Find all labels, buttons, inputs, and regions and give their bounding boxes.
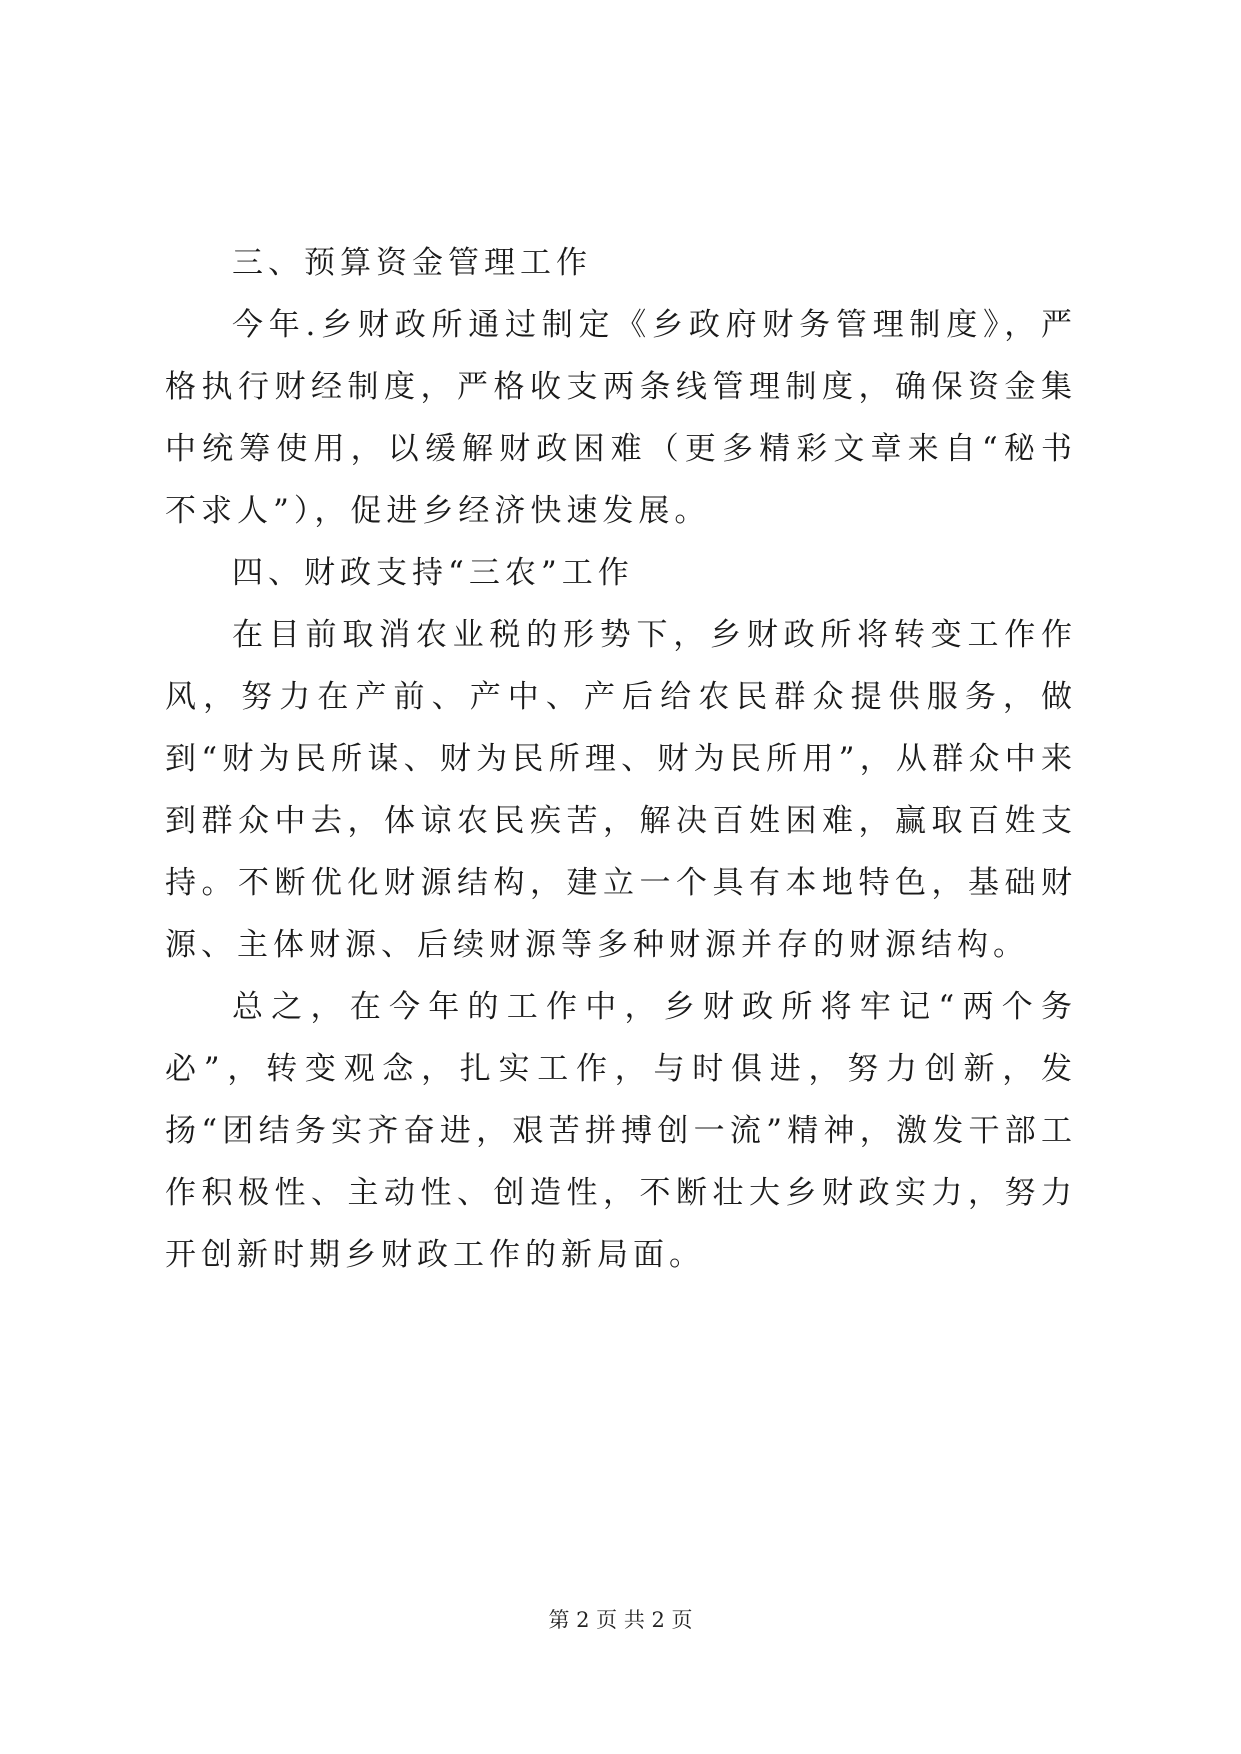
page-number-footer: 第 2 页 共 2 页	[548, 1608, 693, 1632]
paragraph-sannong: 在目前取消农业税的形势下，乡财政所将转变工作作风，努力在产前、产中、产后给农民群众提供服务，做到“财为民所谋、财为民所理、财为民所用”，从群众中来到群众中去，体谅农民疾苦，解决百姓困难，赢取百姓支持。不断优化财源结构，建立一个具有本地特色，基础财源、主体财源、后续财源等多种财源并存的财源结构。	[165, 617, 1077, 963]
document-body	[165, 232, 1077, 1286]
section-heading-sannong: 四、财政支持“三农”工作	[232, 555, 634, 591]
paragraph-conclusion: 总之，在今年的工作中，乡财政所将牢记“两个务必”，转变观念，扎实工作，与时俱进，努力创新，发扬“团结务实齐奋进，艰苦拼搏创一流”精神，激发干部工作积极性、主动性、创造性，不断壮大乡财政实力，努力开创新时期乡财政工作的新局面。	[165, 989, 1077, 1273]
paragraph-budget: 今年.乡财政所通过制定《乡政府财务管理制度》，严格执行财经制度，严格收支两条线管理制度，确保资金集中统筹使用，以缓解财政困难（更多精彩文章来自“秘书不求人”），促进乡经济快速发展。	[165, 307, 1077, 529]
section-heading-budget: 三、预算资金管理工作	[232, 245, 592, 281]
